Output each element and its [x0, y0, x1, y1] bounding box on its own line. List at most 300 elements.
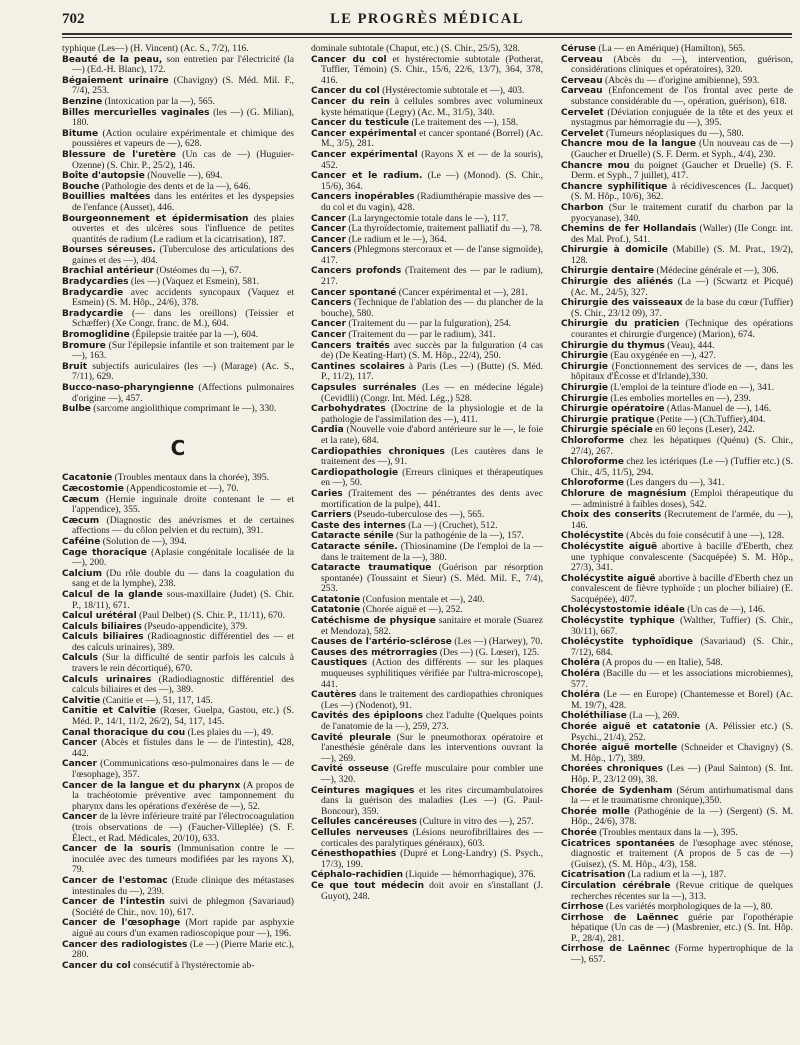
entry-term: Causes des métrorragies — [311, 647, 438, 658]
entry-term: Cæcostomie — [62, 483, 124, 494]
entry-reference: (Doctrine de la physiologie et de la pathologie de l'assimilation des —), 411. — [321, 403, 543, 425]
entry-term: Chirurgie dentaire — [561, 266, 655, 277]
entry-reference: (Un nouveau cas de —) (Gaucher et Druelle) (S. F. Derm. et Syph., 4/4), 230. — [571, 138, 793, 160]
index-entry — [311, 881, 543, 902]
entry-reference: (Hernie inguinale droite contenant le — et l'appendice), 355. — [72, 493, 294, 516]
entry-reference: (Ostéomes du —), 67. — [153, 265, 242, 277]
entry-term: Chirurgie des aliénés — [561, 277, 674, 288]
entry-reference: dominale subtotale (Chaput, etc.) (S. Chir., 25/5), 328. — [311, 44, 520, 54]
entry-term: Caféine — [62, 536, 101, 547]
entry-reference: et les rites circumambulatoires dans la guérison des maladies (Les —) (G. Paul-Boncour), 359. — [321, 784, 543, 817]
entry-reference: (Canitie et —), 51, 117, 145. — [100, 694, 213, 706]
entry-term: Chloroforme — [561, 478, 624, 489]
entry-term: Cantines scolaires — [311, 361, 405, 372]
index-entry — [561, 764, 793, 785]
entry-term: Cholécystite typhique — [561, 616, 675, 627]
entry-reference: (Petite —) (Ch.Tuffier),404. — [654, 413, 766, 425]
index-entry — [311, 192, 543, 213]
entry-reference: (Épilepsie traitée par la —), 604. — [129, 329, 259, 341]
entry-reference: suivi de phlegmon (Savariaud) (Société de Chir., nov. 10), 617. — [72, 896, 294, 918]
entry-term: Cardiopathologie — [311, 467, 399, 478]
entry-term: Carriers — [311, 510, 352, 521]
index-entry — [311, 362, 543, 383]
entry-reference: (Paul Delbet) (S. Chir. P., 11/11), 670. — [136, 610, 285, 622]
entry-reference: (Sérum antirhumatismal dans la — et le traumatisme chronique),350. — [571, 784, 793, 807]
entry-reference: (Traitement des — pénétrantes des dents avec mortification de la pulpe), 441. — [321, 487, 543, 510]
entry-reference: (Les plaies du —), 49. — [185, 726, 274, 738]
entry-term: Cellules cancéreuses — [311, 817, 417, 828]
index-entry — [311, 97, 543, 118]
entry-reference: (Sur le pneumothorax opératoire et l'anesthésie générale dans les interventions ouvrant la —), 269. — [321, 731, 543, 764]
entry-term: Caries — [311, 488, 343, 499]
entry-reference: (Hystérectomie subtotale et —), 403. — [379, 85, 525, 97]
entry-reference: sous-maxillaire (Judet) (S. Chir. P., 18/11), 671. — [72, 588, 294, 611]
index-entry — [62, 548, 294, 569]
entry-reference: doit avoir en s'installant (J. Guyot), 248. — [321, 879, 543, 902]
entry-term: Cautères — [311, 690, 357, 701]
entry-reference: (Communications œso-pulmonaires dans le — de l'œsophage), 357. — [72, 758, 294, 780]
entry-reference: (Greffe musculaire pour combler une —), 320. — [321, 763, 543, 785]
entry-reference: (Recrutement de l'armée, du —), 146. — [571, 509, 793, 531]
entry-reference: (Bacille du — et les associations microbiennes), 577. — [571, 668, 793, 690]
entry-term: Cholécystite — [561, 531, 624, 542]
entry-reference: (Pseudo-appendicite), 379. — [141, 620, 248, 632]
entry-reference: (Atlas-Manuel de —), 146. — [664, 403, 772, 415]
entry-reference: (Sur la pathogénie de la —), 157. — [393, 530, 524, 542]
index-entry — [62, 918, 294, 939]
entry-reference: (Les dangers du —), 341. — [623, 477, 725, 489]
entry-term: Cerveau — [561, 75, 603, 86]
entry-reference: (Savariaud) (S. Chir., 7/12), 684. — [571, 636, 793, 658]
entry-reference: (Radiumthérapie massive des — du col et du vagin), 428. — [321, 191, 543, 213]
entry-term: Caustiques — [311, 658, 368, 669]
entry-reference: (Nouvelle —), 694. — [144, 170, 223, 182]
entry-reference: (Revue critique de quelques recherches récentes sur la —), 313. — [571, 879, 793, 902]
entry-reference: des plaies ouvertes et des ulcères sous l'influence de petites quantités de radium (Le radium et la cicatrisation), 187. — [72, 212, 294, 245]
entry-term: Cholécystite typhoïdique — [561, 637, 693, 648]
entry-reference: (les —) (G. Milian), 180. — [72, 106, 294, 129]
entry-reference: (Action oculaire expérimentale et chimique des poussières et vapeurs de —), 628. — [72, 127, 294, 150]
entry-term: Chorées chroniques — [561, 764, 664, 775]
index-entry — [311, 658, 543, 690]
entry-term: Cancer de l'intestin — [62, 897, 165, 908]
index-entry — [561, 55, 793, 76]
index-entry — [561, 489, 793, 510]
entry-term: Cataracte sénile — [311, 531, 394, 542]
entry-reference: (Affections pulmonaires d'origine —), 457. — [72, 382, 294, 404]
entry-term: Calcul de la glande — [62, 589, 163, 600]
entry-term: Capsules surrénales — [311, 383, 417, 393]
entry-reference: (Immunisation contre le — inoculée avec des tumeurs modifiées par les rayons X), 79. — [72, 843, 294, 876]
index-entry — [62, 129, 294, 150]
entry-reference: (La radium et la —), 187. — [625, 869, 727, 881]
entry-reference: (Tumeurs néoplasiques du —), 580. — [603, 127, 744, 139]
index-entry — [561, 807, 793, 828]
entry-reference: (Radiodiagnostic différentiel des calculs biliaires et des —), 389. — [72, 673, 294, 696]
entry-term: Ceintures magiques — [311, 785, 415, 796]
entry-reference: (Erreurs cliniques et thérapeutiques en —), 50. — [321, 466, 543, 489]
index-entry — [311, 690, 543, 711]
entry-reference: dans les entérites et les dyspepsies de l'enfance (Ausset), 446. — [72, 191, 294, 213]
entry-term: Calculs urinaires — [62, 674, 152, 685]
entry-reference: (— dans les oreillons) (Teissier et Schæffer) (Xe Congr. franc. de M.), 604. — [72, 307, 294, 330]
entry-term: Cancers traités — [311, 340, 390, 351]
index-entry — [311, 266, 543, 287]
entry-term: Chirurgie pratique — [561, 414, 655, 425]
entry-term: Chirurgie — [561, 361, 609, 372]
entry-term: Bouillies maltées — [62, 192, 151, 203]
entry-term: Bruit — [62, 361, 88, 372]
entry-term: Cardia — [311, 425, 344, 436]
entry-reference: en 60 leçons (Leser), 242. — [652, 424, 755, 436]
index-entry — [62, 245, 294, 266]
entry-term: Chirurgie des vaisseaux — [561, 298, 683, 309]
entry-reference: (Troubles mentaux dans la chorée), 395. — [112, 472, 270, 484]
entry-term: Bitume — [62, 128, 99, 139]
index-entry — [62, 675, 294, 696]
entry-reference: (Chorée aiguë et —), 252. — [360, 604, 463, 616]
entry-term: Choléra — [561, 658, 600, 669]
index-entry — [62, 150, 294, 171]
entry-term: Cancer de la langue et du pharynx — [62, 780, 241, 791]
entry-term: Cancer — [311, 224, 346, 235]
entry-reference: (Rayons X et — de la souris), 452. — [321, 148, 543, 171]
entry-term: Chancre mou de la langue — [561, 139, 696, 150]
index-entry — [62, 362, 294, 383]
entry-reference: (Des —) (G. Lœser), 125. — [437, 646, 540, 658]
entry-reference: (Les — en médecine légale) (Cevidlli) (Congr. Int. Méd. Lég.,) 528. — [321, 382, 543, 404]
entry-reference: (Emploi thérapeutique du — administré à faibles doses), 542. — [571, 487, 793, 510]
index-entry — [561, 245, 793, 266]
entry-term: Cancer du col — [62, 960, 131, 971]
entry-reference: (Abcès du — d'origine amibienne), 593. — [602, 74, 760, 86]
index-entry — [62, 76, 294, 97]
index-entry — [311, 150, 543, 171]
entry-reference: (La —) (Cruchet), 512. — [405, 519, 498, 531]
entry-reference: (Phlegmons stercoraux et — de l'anse sigmoïde), 417. — [321, 244, 543, 266]
entry-term: Cancer expérimental — [311, 128, 417, 139]
entry-reference: (La thyroïdectomie, traitement palliatif du —), 78. — [345, 223, 543, 235]
entry-term: Chirurgie — [561, 351, 609, 362]
entry-reference: (Confusion mentale et —), 240. — [360, 593, 485, 605]
entry-reference: (Veau), 444. — [664, 339, 715, 351]
index-entry — [311, 171, 543, 192]
entry-term: Calculs biliaires — [62, 632, 144, 643]
entry-term: Cancer — [62, 738, 97, 749]
entry-reference: (Les cautères dans le traitement des —), 91. — [321, 445, 543, 468]
entry-term: Cicatrices spontanées — [561, 838, 675, 849]
entry-term: Chorée — [561, 827, 597, 838]
index-entry — [561, 108, 793, 129]
entry-reference: avec succès par la fulguration (4 cas de) (De Keating-Hart) (S. M. Hôp., 22/4), 250. — [321, 339, 543, 362]
entry-term: Chirurgie — [561, 383, 609, 393]
entry-reference: (Culture in vitro des —), 257. — [417, 816, 534, 828]
entry-reference: (La —), 269. — [626, 710, 680, 722]
entry-term: Bradycardies — [62, 277, 129, 288]
entry-reference: (Nouvelle voie d'abord antérieure sur le —, le foie et la rate), 684. — [321, 424, 543, 446]
entry-term: Bourses séreuses. — [62, 245, 156, 256]
index-entry — [62, 383, 294, 404]
entry-reference: (Les variétés morphologiques de la —), 80. — [603, 901, 773, 913]
entry-reference: (Liquide — hémorrhagique), 376. — [403, 869, 536, 881]
entry-reference: (Thiosinamine (De l'emploi de la — dans le traitement de la —), 380. — [321, 540, 543, 563]
entry-reference: (La —) (Scwartz et Picqué) (Ac. M., 24/5), 327. — [571, 276, 793, 298]
entry-reference: (Traitement du — par la fulguration), 254. — [345, 318, 512, 330]
entry-reference: à récidivescences (L. Jacquet) (S. M. Hôp., 10/6), 362. — [571, 180, 793, 203]
entry-reference: chez les ictériques (Le —) (Tuffier etc.) (S. Chir., 4/5, 11/5), 294. — [571, 456, 793, 478]
entry-reference: (Technique des opérations courantes et chirurgie d'urgence) (Marion), 674. — [571, 318, 793, 341]
entry-reference: (Le —) (Pierre Marie etc.), 280. — [72, 938, 294, 961]
entry-term: Chorée aiguë mortelle — [561, 743, 678, 754]
entry-term: Bulbe — [62, 404, 91, 415]
entry-term: Choléra — [561, 669, 600, 680]
entry-reference: (Etude clinique des métastases intestinales du —), 239. — [72, 874, 294, 897]
entry-reference: de l'œsophage avec sténose, diagnostic et traitement (A propos de 5 cas de —) (Guisez), (S. M. Hôp., 4/3), 158. — [571, 837, 793, 870]
index-entry — [561, 839, 793, 871]
section-letter: C — [170, 435, 186, 460]
entry-term: Cancer du col — [311, 54, 387, 65]
index-entry — [62, 781, 294, 813]
entry-term: Calculs — [62, 653, 98, 664]
entry-reference: (Déviation conjuguée de la tête et des yeux et nystagmus par hémorragie du —), 395. — [571, 106, 793, 129]
entry-term: Cancer spontané — [311, 287, 397, 298]
entry-term: Cervelet — [561, 128, 604, 139]
entry-term: Cancer des radiologistes — [62, 939, 188, 950]
entry-term: Cancer — [62, 759, 97, 770]
entry-term: Cicatrisation — [561, 870, 626, 881]
entry-reference: (Waller) (IIe Congr. int. des Mal. Prof.), 541. — [571, 223, 793, 245]
index-entry — [311, 298, 543, 319]
index-entry — [62, 812, 294, 844]
entry-term: Benzine — [62, 96, 103, 107]
entry-term: Chorée de Sydenham — [561, 785, 673, 796]
entry-term: Cavités des épiploons — [311, 711, 423, 722]
entry-reference: (A propos de la trachéotomie préventive avec tamponnement du pharynx dans les opérations d'exérèse de —), 52. — [72, 779, 294, 812]
entry-reference: abortive à bacille d'Eberth, chez une typhique convalescente (Sacquépée) S. M. Hôp., 27/3), 341. — [571, 540, 793, 574]
entry-term: Caste des internes — [311, 520, 406, 531]
entry-reference: (L'emploi de la teinture d'iode en —), 341. — [608, 382, 774, 393]
entry-term: Causes de l'artério-sclérose — [311, 637, 452, 648]
entry-term: Chirurgie spéciale — [561, 425, 653, 436]
entry-term: Cacatonie — [62, 473, 113, 484]
entry-term: Chirurgie à domicile — [561, 245, 668, 256]
entry-term: Cage thoracique — [62, 547, 147, 558]
entry-reference: (Cancer expérimental et —), 281. — [396, 286, 528, 298]
index-entry — [561, 690, 793, 711]
entry-reference: (Les —) (Harwey), 70. — [451, 636, 543, 648]
entry-reference: (Technique de l'ablation des — du plancher de la bouche), 580. — [321, 297, 543, 319]
entry-term: Cancer de l'estomac — [62, 875, 168, 886]
entry-term: Canitie et Calvitie — [62, 706, 157, 717]
index-entry — [561, 510, 793, 531]
index-entry — [561, 161, 793, 182]
entry-term: Beauté de la peau, — [62, 54, 163, 65]
index-entry — [561, 743, 793, 764]
entry-reference: (les —) (Vaquez et Esmein), 581. — [128, 276, 260, 288]
index-entry — [561, 139, 793, 160]
entry-reference: (Traitement du — par le radium), 341. — [345, 329, 496, 341]
entry-reference: (Sur la difficulté de sentir parfois les calculs à travers le rein décortiqué), 670. — [72, 652, 294, 675]
entry-reference: sanitaire et morale (Suarez et Mendoza), 582. — [321, 615, 543, 637]
entry-term: Chloroforme — [561, 435, 624, 446]
entry-term: Cancer du rein — [311, 96, 390, 107]
entry-reference: (sarcome angiolithique comprimant le —), 330. — [90, 403, 277, 415]
entry-reference: et cancer spontané (Borrel) (Ac. M., 3/5), 281. — [321, 127, 543, 150]
entry-term: Cancer — [311, 319, 346, 330]
entry-reference: (Walther, Tuffier) (S. Chir., 30/11), 667. — [571, 615, 793, 637]
index-entry — [62, 940, 294, 961]
index-entry — [311, 245, 543, 266]
index-entry — [561, 362, 793, 383]
entry-reference: (Fonctionnement des services de —, dans les hôpitaux d'Écosse et d'Irlande),330. — [571, 360, 793, 383]
entry-reference: (Du rôle double du — dans la coagulation du sang et de la lymphe), 238. — [72, 567, 294, 590]
entry-term: Cirrhose de Laënnec — [561, 912, 679, 923]
index-entry — [62, 55, 294, 76]
entry-reference: (Chavigny) (S. Méd. Mil. F., 7/4), 253. — [72, 74, 294, 97]
index-entry — [561, 669, 793, 690]
entry-term: Cancer — [311, 213, 346, 224]
entry-term: Cancer du col — [311, 86, 380, 97]
index-entry — [561, 574, 793, 606]
entry-term: Boîte d'autopsie — [62, 171, 145, 182]
entry-reference: (Radioagnostic différentiel des — et des calculs urinaires), 389. — [72, 631, 294, 653]
entry-term: Cancer — [311, 330, 346, 341]
entry-term: Cancer du testicule — [311, 118, 410, 129]
entry-term: Chorée aiguë et catatonie — [561, 722, 701, 732]
entry-term: Cancers — [311, 245, 352, 256]
entry-term: Cervelet — [561, 107, 604, 118]
entry-reference: (Mort rapide par asphyxie aiguë au cours d'un examen radioscopique pour —), 196. — [72, 917, 294, 939]
entry-term: Cholécystostomie idéale — [561, 605, 685, 616]
entry-term: Chloroforme — [561, 457, 624, 468]
entry-term: Ce que tout médecin — [311, 880, 425, 891]
entry-term: Bucco-naso-pharyngienne — [62, 383, 194, 393]
entry-term: Céphalo-rachidien — [311, 870, 404, 881]
entry-reference: (Solution de —), 394. — [100, 535, 187, 547]
index-entry — [311, 383, 543, 404]
entry-term: Cancer de la souris — [62, 844, 172, 855]
entry-reference: chez l'adulte (Quelques points de l'anatomie de la —), 259, 273. — [321, 710, 543, 732]
entry-reference: (Pathogénie de la —) (Sergent) (S. M. Hôp., 24/6), 378. — [571, 805, 793, 828]
entry-term: Cerveau — [561, 54, 603, 65]
entry-term: Cancer expérimental — [311, 149, 418, 160]
entry-reference: chez les hépatiques (Quénu) (S. Chir., 27/4), 267. — [571, 434, 793, 457]
entry-reference: à cellules sombres avec volumineux kyste hématique (Legry) (Ac. M., 31/5), 340. — [321, 95, 543, 118]
index-entry — [561, 944, 793, 965]
index-entry — [311, 425, 543, 446]
entry-term: Céruse — [561, 44, 597, 54]
entry-term: Calcium — [62, 568, 102, 579]
index-entry — [561, 722, 793, 743]
entry-term: Choix des conserits — [561, 510, 662, 521]
entry-reference: (Enfoncement de l'os frontal avec perte de substance considérable du —, opération, guérison), 618. — [571, 85, 793, 107]
entry-term: Billes mercurielles vaginales — [62, 107, 210, 118]
index-entry — [62, 309, 294, 330]
index-entry — [561, 913, 793, 945]
entry-reference: (Eau oxygénée en —), 427. — [608, 350, 716, 362]
entry-term: Choléthiliase — [561, 711, 627, 722]
entry-term: Cholécystite aiguë — [561, 573, 656, 584]
entry-term: Bromoglidine — [62, 330, 130, 341]
entry-reference: (Schneider et Chavigny) (S. M. Hôp., 1/7), 389. — [571, 742, 793, 764]
entry-term: Cancer et le radium. — [311, 171, 423, 182]
index-entry — [561, 881, 793, 902]
entry-term: Bouche — [62, 181, 100, 192]
entry-term: Circulation cérébrale — [561, 880, 671, 891]
entry-term: Canal thoracique du cou — [62, 727, 186, 738]
entry-term: Cancers profonds — [311, 266, 402, 277]
index-entry — [561, 277, 793, 298]
index-entry — [311, 489, 543, 510]
entry-reference: abortive à bacille d'Eberth chez un convalescent de fièvre typhoïde ; un plocher biliaire) (E. Sacquépée), 407. — [571, 572, 793, 605]
entry-term: Cirrhose de Laënnec — [561, 944, 670, 955]
entry-term: Chancre mou — [561, 160, 630, 171]
entry-term: Choléra — [561, 690, 600, 701]
index-entry — [311, 711, 543, 732]
entry-term: Catatonie — [311, 605, 361, 616]
entry-term: Chemins de fer Hollandais — [561, 224, 697, 235]
entry-reference: (Médecine générale et —), 306. — [654, 265, 779, 277]
entry-reference: (A. Pélissier etc.) (S. Psychi., 21/4), 252. — [571, 721, 793, 743]
index-entry — [561, 86, 793, 107]
entry-term: Bradycardie — [62, 308, 124, 319]
index-entry — [311, 849, 543, 870]
entry-reference: (Guérison par résorption spontanée) (Toussaint et Sieur) (S. Méd. Mil. F., 7/4), 253. — [321, 562, 543, 595]
index-entry — [62, 590, 294, 611]
entry-reference: (La laryngectomie totale dans le —), 117. — [345, 212, 509, 224]
index-entry — [561, 298, 793, 319]
index-entry — [62, 192, 294, 213]
index-entry — [62, 632, 294, 653]
journal-title: LE PROGRÈS MÉDICAL — [330, 11, 524, 27]
entry-term: Cirrhose — [561, 902, 604, 913]
entry-reference: subjectifs auriculaires (les —) (Marage) (Ac. S., 7/11), 629. — [72, 360, 294, 383]
entry-reference: typhique (Les—) (H. Vincent) (Ac. S., 7/2), 116. — [62, 44, 249, 54]
entry-term: Blessure de l'uretère — [62, 149, 177, 160]
entry-reference: (Les embolies mortelles en —), 239. — [608, 392, 751, 404]
entry-reference: (Abcès et fistules dans le — de l'intestin), 428, 442. — [72, 737, 294, 759]
entry-reference: (Pseudo-tuberculose des —), 565. — [351, 509, 485, 521]
entry-term: Bromure — [62, 340, 106, 351]
entry-term: Cavité pleurale — [311, 732, 391, 743]
entry-reference: (Troubles mentaux dans la —), 395. — [596, 826, 738, 838]
index-column-1 — [62, 44, 294, 1039]
entry-term: Chirurgie du praticien — [561, 319, 680, 330]
index-entry — [62, 653, 294, 674]
header-rule — [62, 33, 792, 38]
entry-term: Catatonie — [311, 594, 361, 605]
entry-reference: de la base du cœur (Tuffier) (S. Chir., 23/12 09), 37. — [571, 297, 793, 319]
entry-reference: (A propos du — en Italie), 548. — [599, 657, 723, 669]
index-entry — [62, 214, 294, 246]
index-entry — [561, 457, 793, 478]
entry-reference: (Sur l'épilepsie infantile et son traitement par le —), 163. — [72, 339, 294, 362]
entry-term: Cancer de l'œsophage — [62, 918, 181, 929]
index-entry — [311, 764, 543, 785]
index-entry — [311, 786, 543, 818]
index-entry — [561, 224, 793, 245]
entry-term: Chirurgie — [561, 393, 609, 404]
index-entry — [311, 129, 543, 150]
index-entry — [311, 341, 543, 362]
entry-term: Cancer — [311, 234, 346, 245]
entry-term: Cénesthopathies — [311, 849, 397, 860]
entry-reference: (Sur le traitement curatif du charbon par la pyocyanase), 340. — [571, 201, 793, 224]
entry-term: Calvitie — [62, 695, 101, 706]
entry-reference: et hystérectomie subtotale (Potherat, Tuffier, Témoin) (S. Chir., 15/6, 22/6, 13/7), 364, 378, 416. — [321, 53, 543, 86]
entry-reference: (Forme hypertrophique de la —), 657. — [571, 943, 793, 966]
entry-term: Bégaiement urinaire — [62, 75, 169, 86]
